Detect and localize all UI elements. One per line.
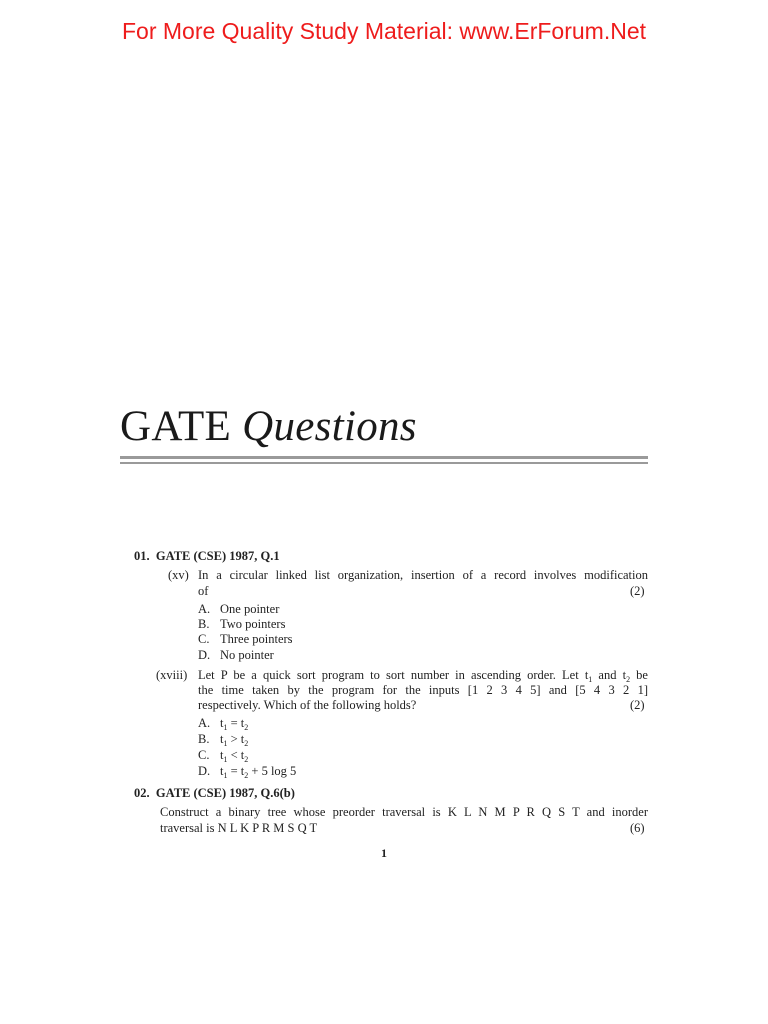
title-rule-top <box>120 456 648 459</box>
title-questions: Questions <box>242 403 417 450</box>
q1-xv-marks: (2) <box>630 584 645 598</box>
q1-number: 01. <box>134 549 150 563</box>
q1-xviii-marks: (2) <box>630 698 645 712</box>
q2-number: 02. <box>134 786 150 800</box>
q2-heading <box>134 786 295 801</box>
q2-line2: traversal is N L K P R M S Q T <box>160 821 318 835</box>
q1-xv-line2: of <box>198 584 209 598</box>
q2-line1: Construct a binary tree whose preorder traversal is K L N M P R Q S T and inorder <box>160 805 648 819</box>
q1-xviii-line1: Let P be a quick sort program to sort number in ascending order. Let $t_1$ and $t_2$ be <box>198 668 648 684</box>
q1-xviii-option: C. $t_1 < t_2$ <box>198 748 249 764</box>
q1-xv-option: A. One pointer <box>198 602 280 616</box>
q2-title: GATE (CSE) 1987, Q.6(b) <box>155 786 295 800</box>
q1-xv-option: C. Three pointers <box>198 632 293 646</box>
q1-xv-option: D. No pointer <box>198 648 274 662</box>
q1-heading <box>134 549 280 564</box>
q2-marks: (6) <box>630 821 645 835</box>
title-gate: GATE <box>120 403 232 450</box>
q1-xviii-line2: the time taken by the program for the inputs [1 2 3 4 5] and [5 4 3 2 1] <box>198 683 648 697</box>
q1-xviii-option: D. $t_1 = t_2 + 5$ log 5 <box>198 764 297 780</box>
q1-xviii-option: A. $t_1 = t_2$ <box>198 716 249 732</box>
q1-xv-option: B. Two pointers <box>198 617 286 631</box>
page-title <box>120 402 417 451</box>
q1-xviii-label: (xviii) <box>156 668 188 682</box>
header-banner[interactable]: For More Quality Study Material: www.ErForum.Net <box>121 18 647 44</box>
q1-xviii-option: B. $t_1 > t_2$ <box>198 732 249 748</box>
q1-xv-label: (xv) <box>168 568 189 582</box>
q1-title: GATE (CSE) 1987, Q.1 <box>155 549 280 563</box>
q1-xviii-line3: respectively. Which of the following holds? <box>198 698 417 712</box>
q1-xv-line1: In a circular linked list organization, insertion of a record involves modification <box>198 568 648 582</box>
title-rule-bottom <box>120 462 648 464</box>
page-number: 1 <box>381 846 387 860</box>
